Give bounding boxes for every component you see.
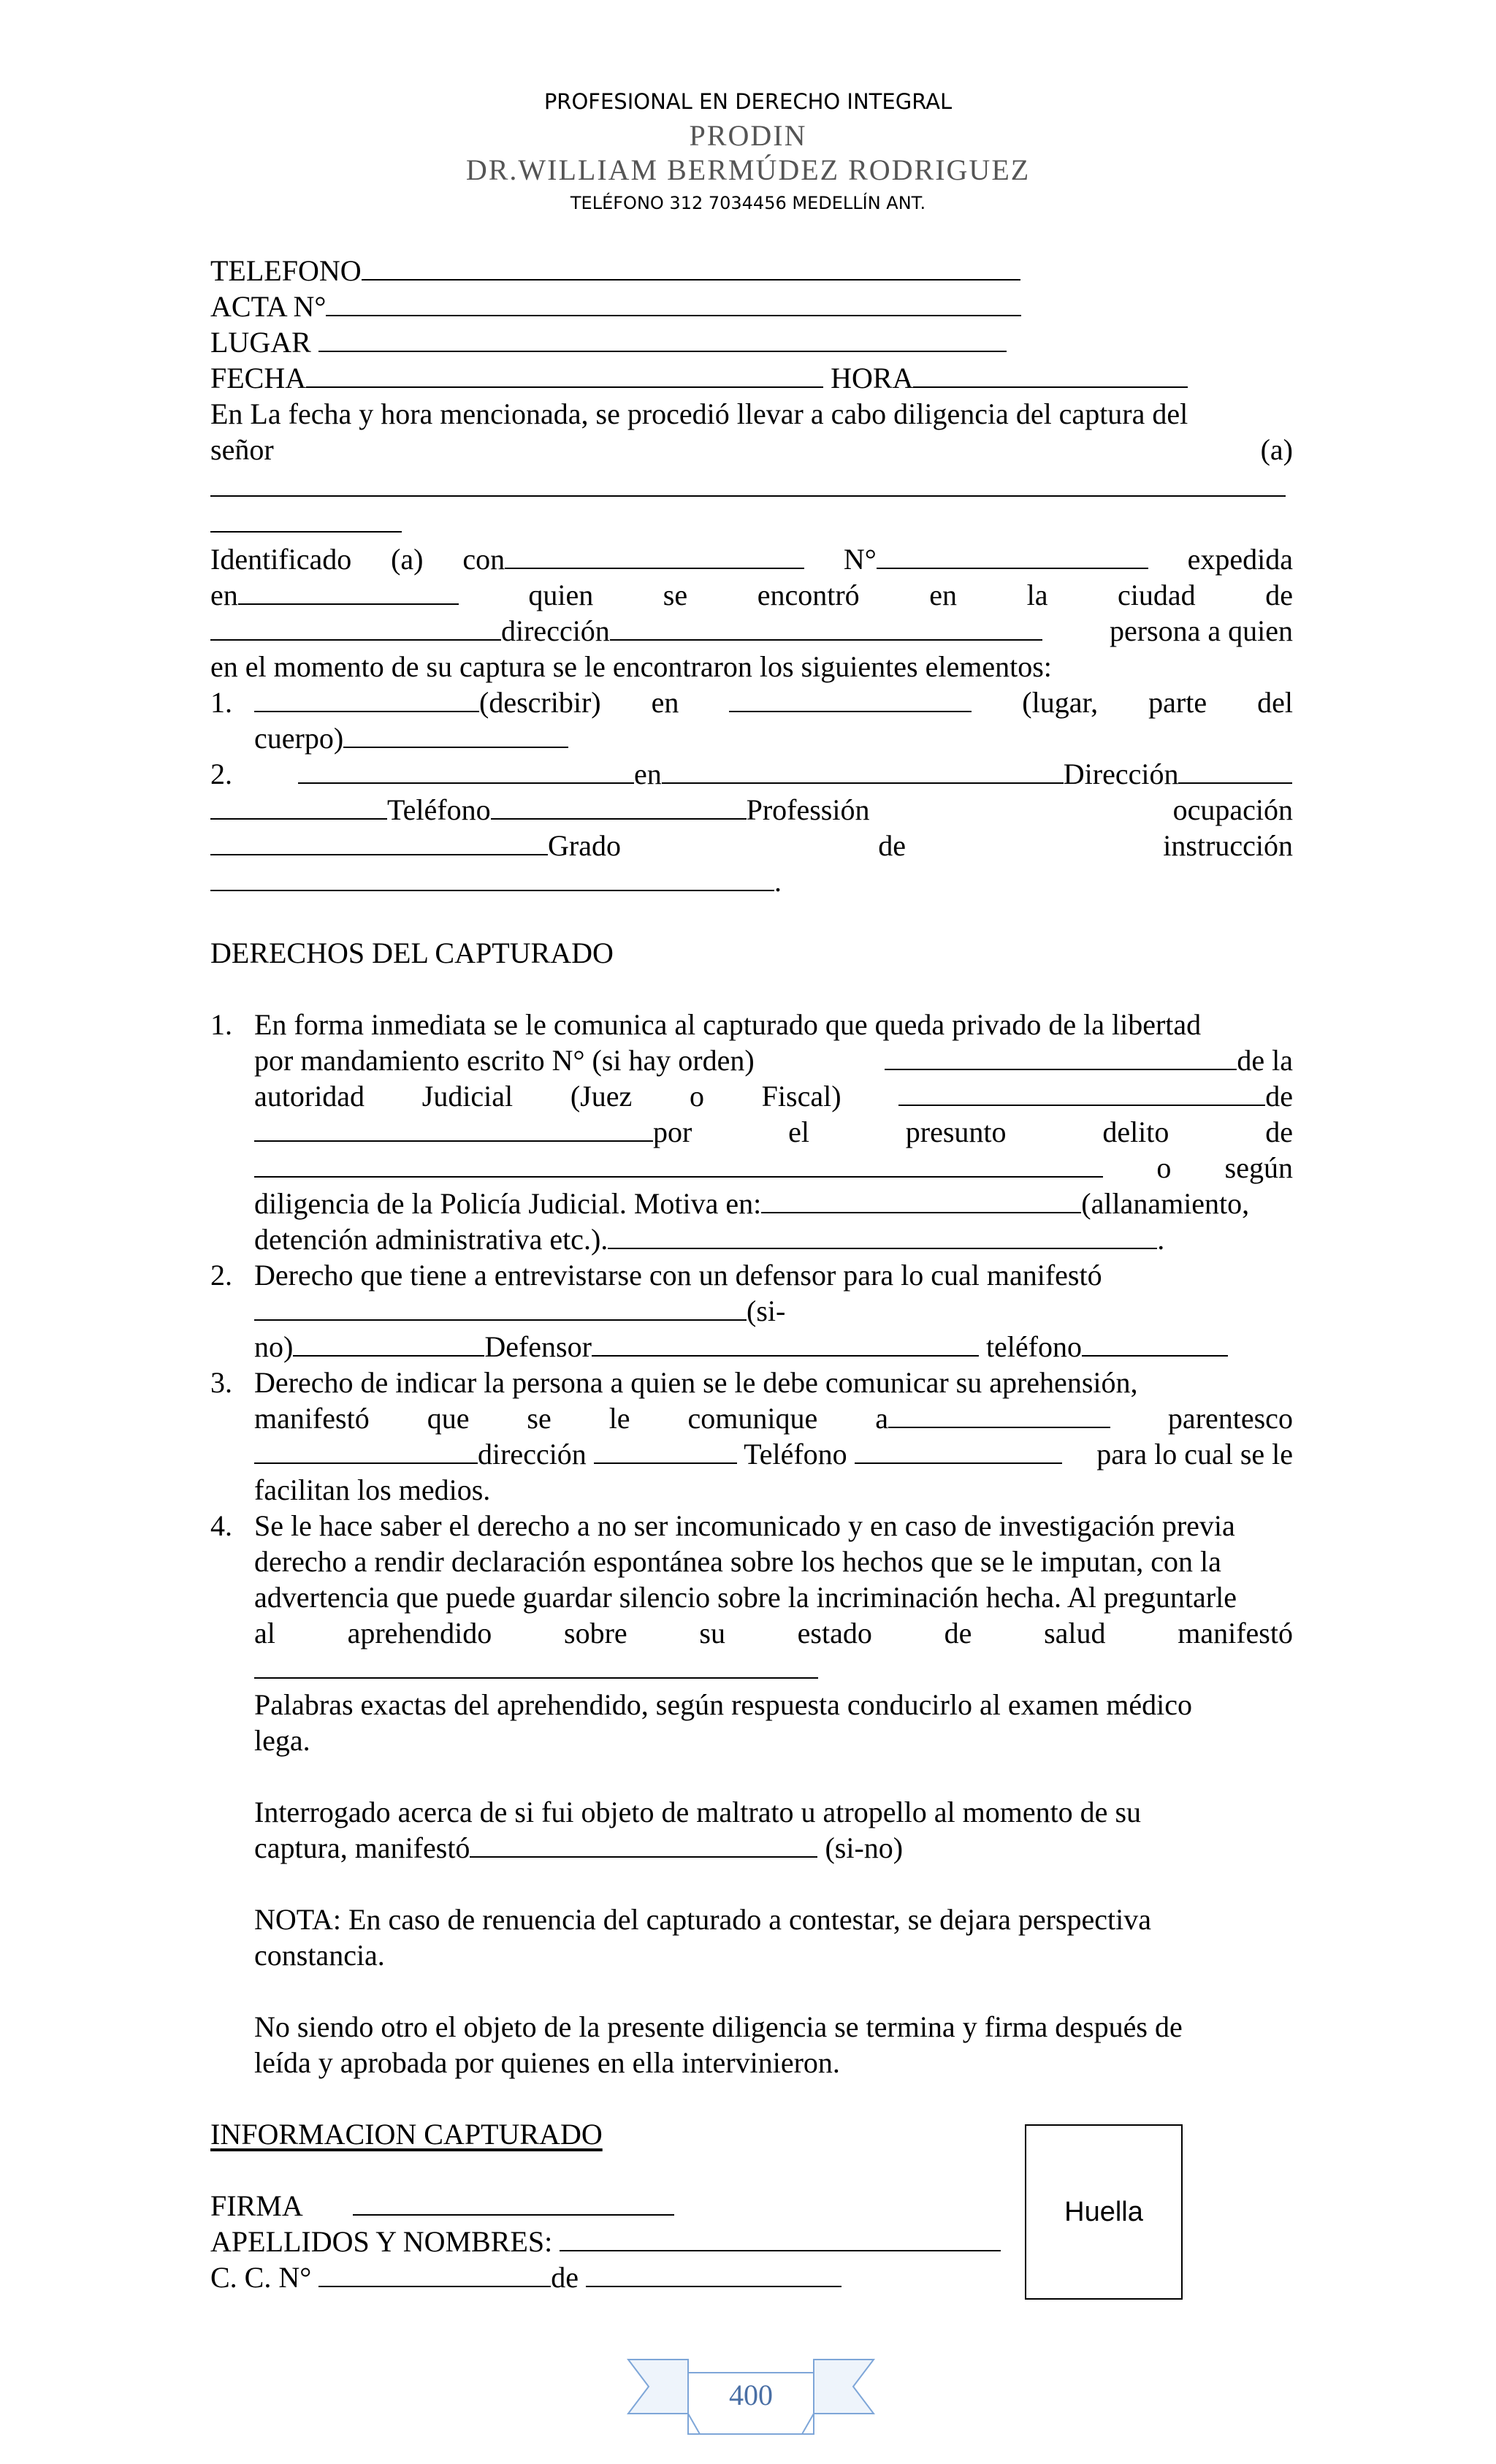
nota-line-2: constancia.	[254, 1939, 385, 1972]
right-1-line-3[interactable]: autoridad Judicial (Juez o Fiscal) de	[254, 1080, 1293, 1113]
direccion-line[interactable]: dirección persona a quien	[210, 612, 1293, 650]
intro-line-1: En La fecha y hora mencionada, se procedió llevar a cabo diligencia del captura del	[210, 397, 1188, 430]
expedida-en-line[interactable]: en quien se encontró en la ciudad de	[210, 579, 1293, 611]
header-lawyer-name: DR.WILLIAM BERMÚDEZ RODRIGUEZ	[465, 153, 1031, 186]
page-number: 400	[729, 2379, 773, 2411]
right-1-number: 1.	[210, 1008, 232, 1041]
right-3-line-4: facilitan los medios.	[254, 1473, 491, 1506]
right-2-line-3[interactable]: no) Defensor teléfono	[254, 1328, 1293, 1366]
intro-line-2: señor (a)	[210, 433, 1293, 466]
identificado-line[interactable]: Identificado (a) con N° expedida	[210, 543, 1293, 576]
palabras-line-2: lega.	[254, 1724, 310, 1757]
instruccion-blank[interactable]: .	[210, 863, 1293, 901]
grado-line[interactable]: Grado de instrucción	[210, 827, 1293, 865]
firma-field[interactable]: FIRMA	[210, 2187, 1293, 2225]
right-2-line-1: Derecho que tiene a entrevistarse con un defensor para lo cual manifestó	[254, 1259, 1102, 1292]
right-1-line-7[interactable]: detención administrativa etc.). .	[254, 1223, 1165, 1256]
right-4-number: 4.	[210, 1509, 232, 1542]
right-3-line-1: Derecho de indicar la persona a quien se le debe comunicar su aprehensión,	[254, 1366, 1138, 1399]
fingerprint-box[interactable]	[1025, 2124, 1183, 2300]
header-acronym: PRODIN	[689, 119, 807, 152]
interrogado-line-1: Interrogado acerca de si fui objeto de maltrato u atropello al momento de su	[254, 1796, 1142, 1828]
right-1-line-6[interactable]: diligencia de la Policía Judicial. Motiva en: (allanamiento,	[254, 1187, 1250, 1220]
right-3-number: 3.	[210, 1366, 232, 1399]
cierre-line-2: leída y aprobada por quienes en ella intervinieron.	[254, 2046, 840, 2079]
telefono-profesion-line[interactable]: Teléfono Professión ocupación	[210, 791, 1293, 829]
fingerprint-label: Huella	[1064, 2196, 1143, 2227]
item-1-line-2[interactable]: cuerpo)	[254, 720, 1293, 758]
fecha-hora-field[interactable]: FECHA HORA	[210, 359, 1293, 397]
interrogado-line-2[interactable]: captura, manifestó (si-no)	[254, 1831, 904, 1864]
right-2-number: 2.	[210, 1259, 232, 1292]
right-1-line-1: En forma inmediata se le comunica al capturado que queda privado de la libertad	[254, 1008, 1202, 1041]
captura-line: en el momento de su captura se le encontraron los siguientes elementos:	[210, 650, 1052, 683]
right-1-line-2[interactable]: por mandamiento escrito N° (si hay orden) de la	[254, 1044, 1293, 1077]
right-4-line-4: al aprehendido sobre su estado de salud manifestó	[254, 1617, 1293, 1649]
right-3-line-2[interactable]: manifestó que se le comunique a parentesco	[254, 1402, 1293, 1435]
right-4-line-1: Se le hace saber el derecho a no ser incomunicado y en caso de investigación previa	[254, 1509, 1235, 1542]
right-3-line-3[interactable]: dirección Teléfono para lo cual se le	[254, 1435, 1293, 1473]
rights-title: DERECHOS DEL CAPTURADO	[210, 937, 614, 969]
acta-field[interactable]: ACTA N°	[210, 288, 1293, 326]
header-contact: TELÉFONO 312 7034456 MEDELLÍN ANT.	[570, 193, 926, 213]
right-1-line-5[interactable]: o según	[254, 1149, 1293, 1187]
right-1-line-4[interactable]: por el presunto delito de	[254, 1113, 1293, 1151]
info-title: INFORMACION CAPTURADO	[210, 2118, 603, 2151]
right-4-line-3: advertencia que puede guardar silencio sobre la incriminación hecha. Al preguntarle	[254, 1581, 1237, 1614]
apellidos-field[interactable]: APELLIDOS Y NOMBRES:	[210, 2223, 1293, 2261]
cierre-line-1: No siendo otro el objeto de la presente diligencia se termina y firma después de	[254, 2010, 1183, 2043]
page-number-ribbon	[627, 2354, 875, 2441]
palabras-line-1: Palabras exactas del aprehendido, según respuesta conducirlo al examen médico	[254, 1688, 1192, 1721]
right-4-line-2: derecho a rendir declaración espontánea sobre los hechos que se le imputan, con la	[254, 1545, 1221, 1578]
item-1-number: 1.	[210, 686, 232, 719]
header-firm-name: PROFESIONAL EN DERECHO INTEGRAL	[543, 89, 953, 114]
right-2-line-2[interactable]: (si-	[254, 1292, 1293, 1330]
nota-line-1: NOTA: En caso de renuencia del capturado a contestar, se dejara perspectiva	[254, 1903, 1151, 1936]
lugar-field[interactable]: LUGAR	[210, 324, 1293, 362]
senor-name-blank[interactable]	[210, 468, 1293, 506]
item-2-line[interactable]: en Dirección	[298, 755, 1293, 793]
senor-name-blank-2[interactable]	[210, 504, 1293, 542]
item-1-line[interactable]: (describir) en (lugar, parte del	[254, 684, 1293, 722]
cc-field[interactable]: C. C. N° de	[210, 2259, 1293, 2297]
telefono-field[interactable]: TELEFONO	[210, 252, 1293, 290]
salud-blank[interactable]	[254, 1650, 1293, 1688]
item-2-number: 2.	[210, 758, 232, 790]
